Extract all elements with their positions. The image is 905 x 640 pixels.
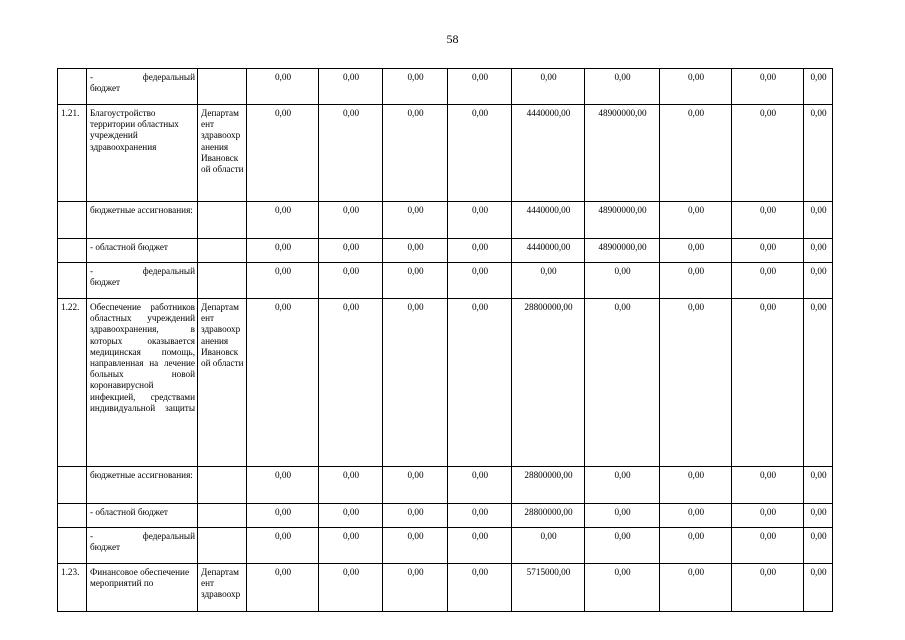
value-cell: 0,00	[660, 105, 732, 202]
value-cell: 0,00	[732, 299, 804, 467]
value-cell: 0,00	[804, 564, 833, 612]
row-department-cell	[198, 239, 247, 263]
fed-word: федеральный	[142, 266, 195, 276]
row-description-cell: Финансовое обеспечение мероприятий по	[87, 564, 198, 612]
value-cell: 0,00	[512, 263, 585, 299]
table-row	[58, 467, 833, 504]
value-cell: 0,00	[660, 467, 732, 504]
value-cell: 0,00	[804, 105, 833, 202]
fed-word: федеральный	[142, 72, 195, 82]
value-cell: 0,00	[732, 528, 804, 564]
value-cell: 0,00	[660, 504, 732, 528]
row-department-cell	[198, 69, 247, 105]
value-cell: 0,00	[804, 504, 833, 528]
value-cell: 0,00	[732, 467, 804, 504]
fed-budget: бюджет	[90, 542, 121, 553]
value-cell: 0,00	[660, 299, 732, 467]
value-cell: 48900000,00	[585, 239, 660, 263]
value-cell: 0,00	[585, 263, 660, 299]
value-cell: 0,00	[319, 202, 383, 239]
value-cell: 0,00	[383, 105, 448, 202]
row-department-cell	[198, 263, 247, 299]
table-row	[58, 528, 833, 564]
value-cell: 0,00	[383, 528, 448, 564]
row-index-cell	[58, 239, 87, 263]
row-description-cell: - областной бюджет	[87, 239, 198, 263]
value-cell: 0,00	[732, 239, 804, 263]
fed-dash: -	[90, 72, 94, 82]
value-cell: 0,00	[247, 69, 319, 105]
value-cell: 0,00	[319, 564, 383, 612]
value-cell: 4440000,00	[512, 105, 585, 202]
value-cell: 0,00	[247, 504, 319, 528]
value-cell: 0,00	[660, 263, 732, 299]
value-cell: 0,00	[732, 105, 804, 202]
value-cell: 0,00	[585, 299, 660, 467]
value-cell: 0,00	[732, 69, 804, 105]
value-cell: 4440000,00	[512, 202, 585, 239]
value-cell: 0,00	[732, 564, 804, 612]
value-cell: 0,00	[660, 564, 732, 612]
value-cell: 0,00	[247, 263, 319, 299]
value-cell: 0,00	[512, 528, 585, 564]
value-cell: 0,00	[247, 202, 319, 239]
row-description-cell: бюджетные ассигнования:	[87, 202, 198, 239]
value-cell: 0,00	[383, 564, 448, 612]
value-cell: 28800000,00	[512, 299, 585, 467]
fed-word: федеральный	[142, 531, 195, 541]
value-cell: 0,00	[804, 202, 833, 239]
row-index-cell: 1.21.	[58, 105, 87, 202]
value-cell: 0,00	[247, 239, 319, 263]
fed-budget: бюджет	[90, 277, 121, 288]
value-cell: 48900000,00	[585, 105, 660, 202]
fed-budget: бюджет	[90, 83, 121, 94]
value-cell: 0,00	[383, 504, 448, 528]
value-cell: 5715000,00	[512, 564, 585, 612]
value-cell: 0,00	[319, 504, 383, 528]
value-cell: 0,00	[732, 263, 804, 299]
value-cell: 0,00	[804, 299, 833, 467]
row-department-cell	[198, 202, 247, 239]
page-number: 58	[446, 32, 459, 46]
value-cell: 0,00	[585, 69, 660, 105]
row-description-cell: Благоустройство территории областных учреждений здравоохранения	[87, 105, 198, 202]
value-cell: 0,00	[319, 69, 383, 105]
table-row	[58, 105, 833, 202]
value-cell: 0,00	[804, 69, 833, 105]
row-index-cell	[58, 504, 87, 528]
value-cell: 0,00	[448, 504, 512, 528]
row-index-cell: 1.22.	[58, 299, 87, 467]
value-cell: 0,00	[247, 299, 319, 467]
value-cell: 0,00	[319, 239, 383, 263]
row-index-cell	[58, 69, 87, 105]
value-cell: 28800000,00	[512, 467, 585, 504]
fed-dash: -	[90, 531, 94, 541]
table-row	[58, 504, 833, 528]
value-cell: 0,00	[319, 467, 383, 504]
row-description-cell	[87, 69, 198, 105]
value-cell: 0,00	[383, 299, 448, 467]
value-cell: 0,00	[319, 105, 383, 202]
value-cell: 0,00	[319, 263, 383, 299]
row-department-cell	[198, 467, 247, 504]
row-description-cell	[87, 263, 198, 299]
value-cell: 28800000,00	[512, 504, 585, 528]
value-cell: 0,00	[660, 202, 732, 239]
value-cell: 48900000,00	[585, 202, 660, 239]
value-cell: 0,00	[804, 467, 833, 504]
value-cell: 0,00	[732, 504, 804, 528]
value-cell: 0,00	[660, 239, 732, 263]
value-cell: 0,00	[448, 202, 512, 239]
value-cell: 0,00	[804, 239, 833, 263]
value-cell: 0,00	[660, 528, 732, 564]
value-cell: 0,00	[585, 564, 660, 612]
table-body	[58, 69, 833, 612]
value-cell: 0,00	[383, 69, 448, 105]
value-cell: 0,00	[448, 105, 512, 202]
row-department-cell	[198, 504, 247, 528]
row-description-cell: - областной бюджет	[87, 504, 198, 528]
row-index-cell: 1.23.	[58, 564, 87, 612]
row-description-cell: Обеспечение работников областных учреждений здравоохранения, в которых оказывается медицинская помощь, направленная на лечение больных новой коронавирусной инфекцией, средствами индивидуальной защиты	[87, 299, 198, 467]
budget-table	[57, 68, 833, 612]
value-cell: 0,00	[319, 528, 383, 564]
table-row	[58, 299, 833, 467]
row-description-cell	[87, 528, 198, 564]
value-cell: 0,00	[383, 263, 448, 299]
row-department-cell: Департам ент здравоохр анения Ивановск ой области	[198, 105, 247, 202]
value-cell: 0,00	[383, 202, 448, 239]
value-cell: 0,00	[319, 299, 383, 467]
value-cell: 0,00	[585, 528, 660, 564]
value-cell: 0,00	[448, 263, 512, 299]
value-cell: 0,00	[448, 564, 512, 612]
value-cell: 0,00	[660, 69, 732, 105]
row-department-cell	[198, 528, 247, 564]
value-cell: 0,00	[585, 467, 660, 504]
value-cell: 0,00	[247, 564, 319, 612]
value-cell: 0,00	[585, 504, 660, 528]
row-index-cell	[58, 202, 87, 239]
value-cell: 0,00	[247, 105, 319, 202]
value-cell: 0,00	[383, 239, 448, 263]
value-cell: 0,00	[732, 202, 804, 239]
value-cell: 0,00	[247, 467, 319, 504]
table-row	[58, 263, 833, 299]
row-description-cell: бюджетные ассигнования:	[87, 467, 198, 504]
table-row	[58, 202, 833, 239]
value-cell: 0,00	[448, 528, 512, 564]
row-department-cell: Департам ент здравоохр анения Ивановск ой области	[198, 299, 247, 467]
table-row	[58, 564, 833, 612]
row-department-cell: Департам ент здравоохр	[198, 564, 247, 612]
table-row	[58, 69, 833, 105]
value-cell: 0,00	[448, 239, 512, 263]
value-cell: 0,00	[512, 69, 585, 105]
value-cell: 0,00	[383, 467, 448, 504]
row-index-cell	[58, 528, 87, 564]
value-cell: 0,00	[804, 263, 833, 299]
value-cell: 4440000,00	[512, 239, 585, 263]
row-index-cell	[58, 467, 87, 504]
value-cell: 0,00	[804, 528, 833, 564]
row-index-cell	[58, 263, 87, 299]
value-cell: 0,00	[448, 299, 512, 467]
value-cell: 0,00	[448, 69, 512, 105]
fed-dash: -	[90, 266, 94, 276]
table-row	[58, 239, 833, 263]
value-cell: 0,00	[448, 467, 512, 504]
value-cell: 0,00	[247, 528, 319, 564]
